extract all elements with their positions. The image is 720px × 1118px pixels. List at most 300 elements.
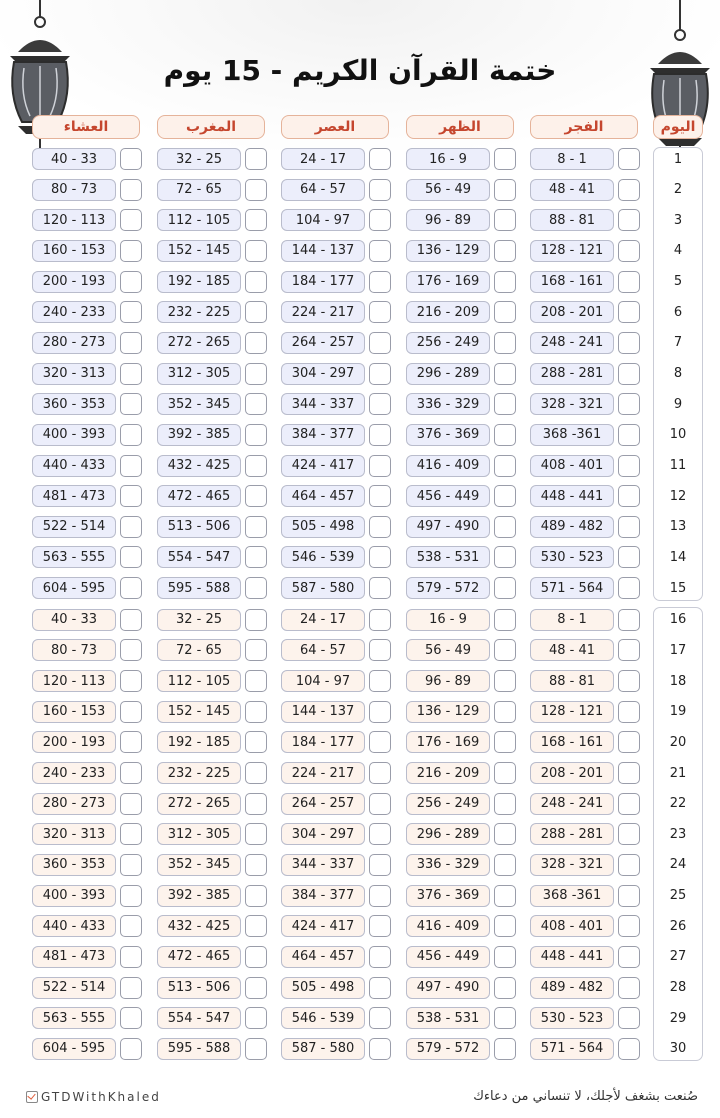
page-range-cell-fajr: 248 - 241 [530, 332, 614, 354]
checkbox-isha[interactable] [120, 485, 142, 507]
page-range-cell-fajr: 408 - 401 [530, 915, 614, 937]
page-range-cell-asr: 344 - 337 [281, 854, 365, 876]
day-number: 20 [669, 734, 687, 750]
page-range-cell-dhuhr: 579 - 572 [406, 577, 490, 599]
checkbox-dhuhr[interactable] [494, 271, 516, 293]
checkbox-asr[interactable] [369, 516, 391, 538]
page-range-cell-fajr: 288 - 281 [530, 363, 614, 385]
checkbox-dhuhr[interactable] [494, 609, 516, 631]
page-range-cell-fajr: 208 - 201 [530, 301, 614, 323]
page-range-cell-isha: 280 - 273 [32, 793, 116, 815]
checkbox-fajr[interactable] [618, 516, 640, 538]
day-number: 27 [669, 949, 687, 965]
checkbox-fajr[interactable] [618, 731, 640, 753]
page-range-cell-maghrib: 432 - 425 [157, 455, 241, 477]
checkbox-isha[interactable] [120, 148, 142, 170]
page-range-cell-fajr: 248 - 241 [530, 793, 614, 815]
page-range-cell-maghrib: 152 - 145 [157, 701, 241, 723]
checkbox-maghrib[interactable] [245, 701, 267, 723]
day-number: 25 [669, 888, 687, 904]
page-range-cell-fajr: 448 - 441 [530, 946, 614, 968]
page-range-cell-isha: 320 - 313 [32, 363, 116, 385]
day-number: 17 [669, 642, 687, 658]
page-range-cell-maghrib: 312 - 305 [157, 823, 241, 845]
page-range-cell-maghrib: 72 - 65 [157, 639, 241, 661]
checkbox-isha[interactable] [120, 977, 142, 999]
checkbox-asr[interactable] [369, 701, 391, 723]
checkbox-maghrib[interactable] [245, 977, 267, 999]
page-range-cell-dhuhr: 136 - 129 [406, 240, 490, 262]
page-range-cell-fajr: 288 - 281 [530, 823, 614, 845]
day-number: 3 [673, 212, 683, 228]
column-header-dhuhr: الظهر [406, 115, 514, 139]
page-range-cell-isha: 80 - 73 [32, 179, 116, 201]
checkbox-maghrib[interactable] [245, 393, 267, 415]
page-range-cell-fajr: 128 - 121 [530, 240, 614, 262]
page-range-cell-isha: 120 - 113 [32, 209, 116, 231]
page-range-cell-isha: 440 - 433 [32, 915, 116, 937]
page-range-cell-asr: 144 - 137 [281, 701, 365, 723]
page-range-cell-asr: 587 - 580 [281, 1038, 365, 1060]
checkbox-asr[interactable] [369, 240, 391, 262]
checkbox-dhuhr[interactable] [494, 793, 516, 815]
checkbox-asr[interactable] [369, 424, 391, 446]
checkbox-asr[interactable] [369, 609, 391, 631]
day-number: 22 [669, 796, 687, 812]
checkbox-asr[interactable] [369, 670, 391, 692]
checkbox-dhuhr[interactable] [494, 823, 516, 845]
page-range-cell-dhuhr: 176 - 169 [406, 271, 490, 293]
checkbox-fajr[interactable] [618, 363, 640, 385]
checkbox-isha[interactable] [120, 455, 142, 477]
page-range-cell-fajr: 489 - 482 [530, 977, 614, 999]
page-range-cell-maghrib: 232 - 225 [157, 301, 241, 323]
page-range-cell-fajr: 88 - 81 [530, 209, 614, 231]
footer-tagline: صُنعت بشغف لأجلك، لا تنساني من دعاءك [473, 1089, 698, 1104]
checkbox-asr[interactable] [369, 854, 391, 876]
page-range-cell-isha: 360 - 353 [32, 393, 116, 415]
checkbox-fajr[interactable] [618, 546, 640, 568]
checkbox-maghrib[interactable] [245, 546, 267, 568]
checkbox-maghrib[interactable] [245, 179, 267, 201]
checkbox-fajr[interactable] [618, 455, 640, 477]
checkbox-fajr[interactable] [618, 977, 640, 999]
page-range-cell-fajr: 448 - 441 [530, 485, 614, 507]
checkbox-isha[interactable] [120, 209, 142, 231]
checkbox-fajr[interactable] [618, 577, 640, 599]
checkbox-dhuhr[interactable] [494, 393, 516, 415]
page-range-cell-dhuhr: 256 - 249 [406, 332, 490, 354]
checkbox-fajr[interactable] [618, 885, 640, 907]
page-range-cell-isha: 200 - 193 [32, 731, 116, 753]
page-range-cell-isha: 400 - 393 [32, 424, 116, 446]
checkbox-isha[interactable] [120, 424, 142, 446]
page-range-cell-isha: 522 - 514 [32, 977, 116, 999]
checkbox-maghrib[interactable] [245, 670, 267, 692]
page-range-cell-isha: 120 - 113 [32, 670, 116, 692]
page-range-cell-maghrib: 32 - 25 [157, 609, 241, 631]
page-range-cell-fajr: 128 - 121 [530, 701, 614, 723]
checkbox-dhuhr[interactable] [494, 1038, 516, 1060]
day-number: 23 [669, 826, 687, 842]
day-number: 5 [673, 274, 683, 290]
checkbox-maghrib[interactable] [245, 731, 267, 753]
checkbox-isha[interactable] [120, 1038, 142, 1060]
checkbox-maghrib[interactable] [245, 455, 267, 477]
page-range-cell-maghrib: 272 - 265 [157, 793, 241, 815]
checkbox-isha[interactable] [120, 179, 142, 201]
checkbox-fajr[interactable] [618, 209, 640, 231]
checkbox-maghrib[interactable] [245, 793, 267, 815]
checkbox-maghrib[interactable] [245, 516, 267, 538]
page-range-cell-fajr: 368 -361 [530, 424, 614, 446]
checkbox-isha[interactable] [120, 915, 142, 937]
page-range-cell-isha: 604 - 595 [32, 1038, 116, 1060]
checkbox-isha[interactable] [120, 301, 142, 323]
page-range-cell-maghrib: 192 - 185 [157, 731, 241, 753]
day-number: 21 [669, 765, 687, 781]
page-range-cell-dhuhr: 16 - 9 [406, 148, 490, 170]
page-range-cell-maghrib: 72 - 65 [157, 179, 241, 201]
checkbox-fajr[interactable] [618, 332, 640, 354]
checkbox-maghrib[interactable] [245, 609, 267, 631]
page-range-cell-asr: 184 - 177 [281, 271, 365, 293]
page-range-cell-dhuhr: 56 - 49 [406, 179, 490, 201]
page-range-cell-asr: 184 - 177 [281, 731, 365, 753]
checkbox-maghrib[interactable] [245, 148, 267, 170]
checkbox-asr[interactable] [369, 363, 391, 385]
checkbox-maghrib[interactable] [245, 209, 267, 231]
checkbox-maghrib[interactable] [245, 485, 267, 507]
checkbox-maghrib[interactable] [245, 332, 267, 354]
day-number: 2 [673, 182, 683, 198]
brand-logo [26, 1090, 161, 1104]
page-range-cell-dhuhr: 376 - 369 [406, 885, 490, 907]
checkbox-dhuhr[interactable] [494, 455, 516, 477]
checkbox-maghrib[interactable] [245, 854, 267, 876]
page-range-cell-isha: 240 - 233 [32, 762, 116, 784]
column-header-maghrib: المغرب [157, 115, 265, 139]
checkbox-dhuhr[interactable] [494, 363, 516, 385]
checkbox-isha[interactable] [120, 823, 142, 845]
checkbox-dhuhr[interactable] [494, 1007, 516, 1029]
checkbox-dhuhr[interactable] [494, 977, 516, 999]
page-range-cell-dhuhr: 538 - 531 [406, 546, 490, 568]
checkbox-fajr[interactable] [618, 179, 640, 201]
checkbox-isha[interactable] [120, 271, 142, 293]
day-number: 14 [669, 549, 687, 565]
page-range-cell-dhuhr: 456 - 449 [406, 485, 490, 507]
page-range-cell-maghrib: 312 - 305 [157, 363, 241, 385]
page-range-cell-isha: 280 - 273 [32, 332, 116, 354]
checkbox-isha[interactable] [120, 393, 142, 415]
checkbox-maghrib[interactable] [245, 946, 267, 968]
checkbox-dhuhr[interactable] [494, 885, 516, 907]
page-range-cell-dhuhr: 456 - 449 [406, 946, 490, 968]
page-range-cell-asr: 24 - 17 [281, 148, 365, 170]
page-range-cell-dhuhr: 96 - 89 [406, 209, 490, 231]
page-range-cell-maghrib: 554 - 547 [157, 1007, 241, 1029]
checkbox-asr[interactable] [369, 977, 391, 999]
checkbox-isha[interactable] [120, 363, 142, 385]
page-range-cell-dhuhr: 416 - 409 [406, 455, 490, 477]
day-number: 10 [669, 427, 687, 443]
checkbox-dhuhr[interactable] [494, 240, 516, 262]
checkbox-dhuhr[interactable] [494, 915, 516, 937]
page-range-cell-fajr: 328 - 321 [530, 854, 614, 876]
checkbox-isha[interactable] [120, 240, 142, 262]
day-number: 13 [669, 519, 687, 535]
checkbox-isha[interactable] [120, 885, 142, 907]
checkbox-maghrib[interactable] [245, 424, 267, 446]
page-range-cell-fajr: 168 - 161 [530, 271, 614, 293]
day-number: 11 [669, 458, 687, 473]
checkbox-fajr[interactable] [618, 301, 640, 323]
checkbox-maghrib[interactable] [245, 301, 267, 323]
page-range-cell-isha: 604 - 595 [32, 577, 116, 599]
page-range-cell-maghrib: 152 - 145 [157, 240, 241, 262]
day-number: 6 [673, 304, 683, 320]
checkbox-maghrib[interactable] [245, 577, 267, 599]
checkbox-asr[interactable] [369, 271, 391, 293]
page-range-cell-isha: 563 - 555 [32, 1007, 116, 1029]
checkbox-dhuhr[interactable] [494, 148, 516, 170]
checkbox-maghrib[interactable] [245, 240, 267, 262]
page-range-cell-asr: 304 - 297 [281, 363, 365, 385]
page-range-cell-fajr: 368 -361 [530, 885, 614, 907]
checkbox-dhuhr[interactable] [494, 209, 516, 231]
checkbox-fajr[interactable] [618, 915, 640, 937]
checkbox-asr[interactable] [369, 455, 391, 477]
checkbox-isha[interactable] [120, 609, 142, 631]
page-range-cell-maghrib: 192 - 185 [157, 271, 241, 293]
checkbox-dhuhr[interactable] [494, 639, 516, 661]
page-range-cell-dhuhr: 336 - 329 [406, 854, 490, 876]
checkbox-fajr[interactable] [618, 240, 640, 262]
checkbox-asr[interactable] [369, 1007, 391, 1029]
checkbox-dhuhr[interactable] [494, 731, 516, 753]
page-range-cell-asr: 264 - 257 [281, 793, 365, 815]
page-range-cell-isha: 240 - 233 [32, 301, 116, 323]
checkbox-isha[interactable] [120, 762, 142, 784]
checkbox-fajr[interactable] [618, 424, 640, 446]
page-range-cell-fajr: 168 - 161 [530, 731, 614, 753]
page-range-cell-isha: 360 - 353 [32, 854, 116, 876]
checkbox-maghrib[interactable] [245, 363, 267, 385]
page-range-cell-asr: 587 - 580 [281, 577, 365, 599]
page-range-cell-dhuhr: 96 - 89 [406, 670, 490, 692]
checkbox-isha[interactable] [120, 516, 142, 538]
page-range-cell-maghrib: 112 - 105 [157, 670, 241, 692]
page-range-cell-maghrib: 352 - 345 [157, 854, 241, 876]
page-range-cell-isha: 563 - 555 [32, 546, 116, 568]
page-range-cell-maghrib: 32 - 25 [157, 148, 241, 170]
checkbox-isha[interactable] [120, 854, 142, 876]
page-range-cell-isha: 160 - 153 [32, 701, 116, 723]
checkbox-isha[interactable] [120, 546, 142, 568]
checkbox-fajr[interactable] [618, 148, 640, 170]
day-number: 8 [673, 366, 683, 382]
checkbox-dhuhr[interactable] [494, 546, 516, 568]
checkbox-asr[interactable] [369, 793, 391, 815]
page-range-cell-fajr: 8 - 1 [530, 148, 614, 170]
page-range-cell-isha: 400 - 393 [32, 885, 116, 907]
checkbox-asr[interactable] [369, 823, 391, 845]
checkbox-fajr[interactable] [618, 946, 640, 968]
day-number: 29 [669, 1010, 687, 1026]
page-range-cell-isha: 40 - 33 [32, 148, 116, 170]
checkbox-isha[interactable] [120, 332, 142, 354]
checkbox-fajr[interactable] [618, 485, 640, 507]
gtd-logo-icon [26, 1091, 38, 1103]
page-range-cell-maghrib: 595 - 588 [157, 1038, 241, 1060]
page-range-cell-maghrib: 472 - 465 [157, 485, 241, 507]
checkbox-asr[interactable] [369, 762, 391, 784]
checkbox-asr[interactable] [369, 393, 391, 415]
checkbox-asr[interactable] [369, 577, 391, 599]
day-number: 9 [673, 396, 683, 412]
checkbox-dhuhr[interactable] [494, 332, 516, 354]
page-range-cell-fajr: 530 - 523 [530, 1007, 614, 1029]
checkbox-maghrib[interactable] [245, 762, 267, 784]
page-range-cell-asr: 384 - 377 [281, 424, 365, 446]
checkbox-fajr[interactable] [618, 701, 640, 723]
checkbox-dhuhr[interactable] [494, 670, 516, 692]
day-number: 4 [673, 243, 683, 259]
page-range-cell-asr: 384 - 377 [281, 885, 365, 907]
checkbox-maghrib[interactable] [245, 1007, 267, 1029]
checkbox-fajr[interactable] [618, 609, 640, 631]
page-range-cell-fajr: 571 - 564 [530, 577, 614, 599]
checkbox-fajr[interactable] [618, 393, 640, 415]
checkbox-dhuhr[interactable] [494, 301, 516, 323]
page-range-cell-isha: 440 - 433 [32, 455, 116, 477]
page-range-cell-dhuhr: 216 - 209 [406, 762, 490, 784]
page-range-cell-dhuhr: 579 - 572 [406, 1038, 490, 1060]
checkbox-isha[interactable] [120, 731, 142, 753]
checkbox-dhuhr[interactable] [494, 854, 516, 876]
page-range-cell-maghrib: 432 - 425 [157, 915, 241, 937]
page-range-cell-dhuhr: 176 - 169 [406, 731, 490, 753]
checkbox-maghrib[interactable] [245, 885, 267, 907]
checkbox-asr[interactable] [369, 209, 391, 231]
checkbox-asr[interactable] [369, 179, 391, 201]
page-range-cell-asr: 224 - 217 [281, 762, 365, 784]
page-range-cell-asr: 24 - 17 [281, 609, 365, 631]
page-range-cell-isha: 481 - 473 [32, 485, 116, 507]
page-range-cell-dhuhr: 497 - 490 [406, 516, 490, 538]
checkbox-asr[interactable] [369, 148, 391, 170]
checkbox-asr[interactable] [369, 731, 391, 753]
page-range-cell-dhuhr: 16 - 9 [406, 609, 490, 631]
checkbox-asr[interactable] [369, 301, 391, 323]
checkbox-asr[interactable] [369, 332, 391, 354]
page-range-cell-dhuhr: 56 - 49 [406, 639, 490, 661]
page-range-cell-dhuhr: 296 - 289 [406, 363, 490, 385]
page-range-cell-isha: 80 - 73 [32, 639, 116, 661]
checkbox-maghrib[interactable] [245, 1038, 267, 1060]
checkbox-fajr[interactable] [618, 854, 640, 876]
checkbox-asr[interactable] [369, 485, 391, 507]
page-range-cell-fajr: 48 - 41 [530, 639, 614, 661]
page-range-cell-maghrib: 595 - 588 [157, 577, 241, 599]
checkbox-fajr[interactable] [618, 762, 640, 784]
page-range-cell-asr: 546 - 539 [281, 1007, 365, 1029]
checkbox-maghrib[interactable] [245, 639, 267, 661]
day-number: 28 [669, 980, 687, 996]
checkbox-dhuhr[interactable] [494, 577, 516, 599]
page-range-cell-isha: 320 - 313 [32, 823, 116, 845]
page-range-cell-dhuhr: 296 - 289 [406, 823, 490, 845]
checkbox-dhuhr[interactable] [494, 516, 516, 538]
page-range-cell-fajr: 328 - 321 [530, 393, 614, 415]
page-range-cell-asr: 224 - 217 [281, 301, 365, 323]
checkbox-dhuhr[interactable] [494, 485, 516, 507]
checkbox-isha[interactable] [120, 793, 142, 815]
page-range-cell-isha: 200 - 193 [32, 271, 116, 293]
checkbox-isha[interactable] [120, 670, 142, 692]
checkbox-isha[interactable] [120, 1007, 142, 1029]
checkbox-fajr[interactable] [618, 639, 640, 661]
page-range-cell-dhuhr: 136 - 129 [406, 701, 490, 723]
page-range-cell-asr: 104 - 97 [281, 209, 365, 231]
checkbox-fajr[interactable] [618, 271, 640, 293]
checkbox-dhuhr[interactable] [494, 701, 516, 723]
checkbox-fajr[interactable] [618, 1007, 640, 1029]
checkbox-dhuhr[interactable] [494, 179, 516, 201]
checkbox-asr[interactable] [369, 1038, 391, 1060]
page-range-cell-maghrib: 272 - 265 [157, 332, 241, 354]
checkbox-fajr[interactable] [618, 793, 640, 815]
checkbox-dhuhr[interactable] [494, 946, 516, 968]
checkbox-isha[interactable] [120, 639, 142, 661]
checkbox-asr[interactable] [369, 546, 391, 568]
checkbox-asr[interactable] [369, 946, 391, 968]
page-range-cell-asr: 424 - 417 [281, 915, 365, 937]
page-range-cell-asr: 464 - 457 [281, 946, 365, 968]
checkbox-dhuhr[interactable] [494, 424, 516, 446]
day-number: 16 [669, 612, 687, 628]
day-number: 1 [673, 151, 683, 167]
page-range-cell-isha: 40 - 33 [32, 609, 116, 631]
checkbox-maghrib[interactable] [245, 271, 267, 293]
checkbox-isha[interactable] [120, 701, 142, 723]
page-range-cell-isha: 522 - 514 [32, 516, 116, 538]
page-range-cell-asr: 424 - 417 [281, 455, 365, 477]
checkbox-fajr[interactable] [618, 823, 640, 845]
brand-name: GTDWithKhaled [41, 1090, 161, 1104]
checkbox-maghrib[interactable] [245, 823, 267, 845]
checkbox-isha[interactable] [120, 577, 142, 599]
checkbox-dhuhr[interactable] [494, 762, 516, 784]
page-range-cell-asr: 464 - 457 [281, 485, 365, 507]
checkbox-asr[interactable] [369, 639, 391, 661]
page-range-cell-fajr: 48 - 41 [530, 179, 614, 201]
page-range-cell-asr: 304 - 297 [281, 823, 365, 845]
page-range-cell-dhuhr: 538 - 531 [406, 1007, 490, 1029]
page-title: ختمة القرآن الكريم - 15 يوم [163, 54, 557, 87]
checkbox-maghrib[interactable] [245, 915, 267, 937]
checkbox-asr[interactable] [369, 915, 391, 937]
checkbox-fajr[interactable] [618, 1038, 640, 1060]
page-range-cell-fajr: 408 - 401 [530, 455, 614, 477]
page-range-cell-dhuhr: 376 - 369 [406, 424, 490, 446]
day-number: 30 [669, 1041, 687, 1057]
checkbox-fajr[interactable] [618, 670, 640, 692]
checkbox-asr[interactable] [369, 885, 391, 907]
page-range-cell-asr: 144 - 137 [281, 240, 365, 262]
checkbox-isha[interactable] [120, 946, 142, 968]
